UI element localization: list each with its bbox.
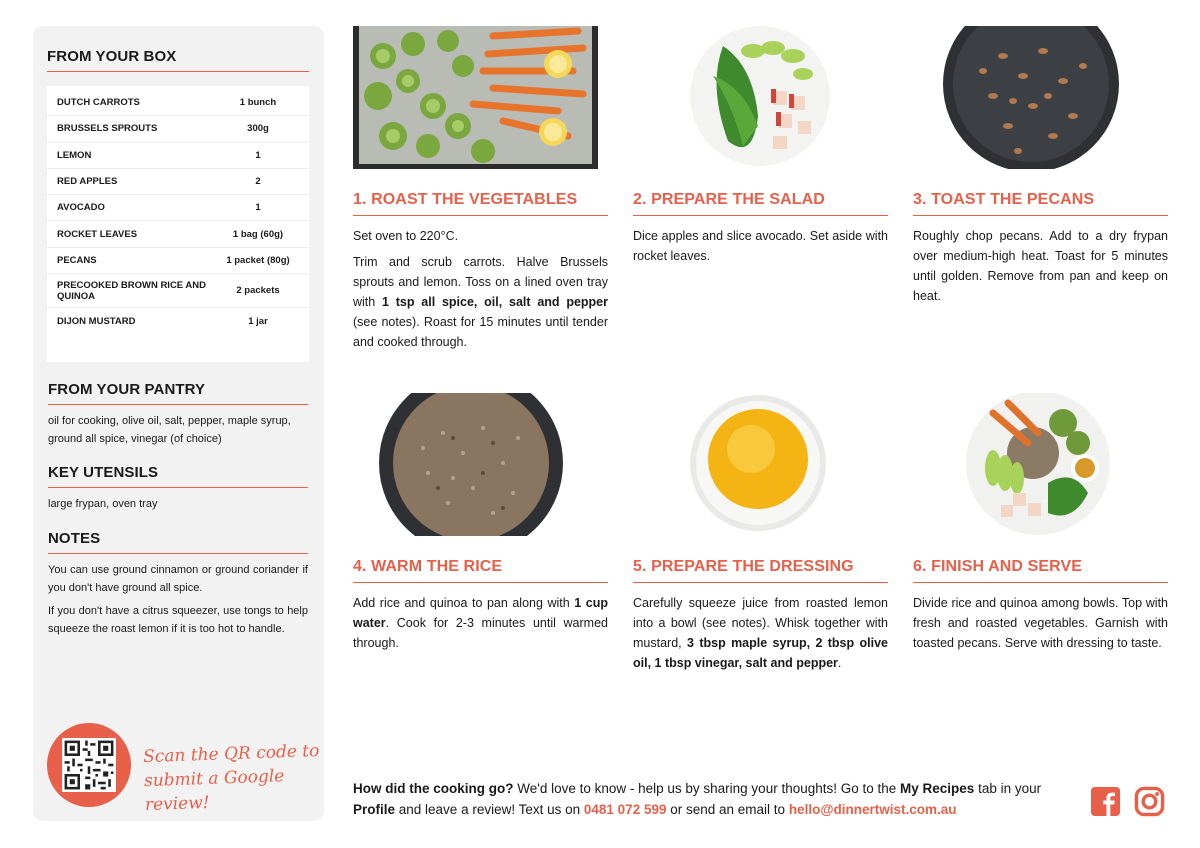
- my-recipes-link[interactable]: My Recipes: [900, 781, 975, 796]
- step-divider: [633, 215, 888, 216]
- feedback-footer: [353, 778, 1073, 820]
- note-paragraph: You can use ground cinnamon or ground coriander if you don't have ground all spice.: [48, 564, 308, 594]
- step-divider: [913, 582, 1168, 583]
- qr-caption-line: Scan the QR code to: [142, 741, 320, 768]
- utensils-title: KEY UTENSILS: [48, 464, 159, 481]
- ingredient-qty: 1 packet (80g): [226, 254, 290, 266]
- step-text-part: Add rice and quinoa to pan along with: [353, 596, 575, 610]
- roast-vegetables-photo: [353, 26, 598, 169]
- ingredient-name: PECANS: [57, 254, 97, 266]
- facebook-icon[interactable]: [1090, 786, 1121, 817]
- ingredient-name: AVOCADO: [57, 202, 105, 214]
- ingredient-qty: 1 bunch: [239, 97, 277, 109]
- instagram-icon[interactable]: [1134, 786, 1165, 817]
- ingredient-qty: 1 jar: [248, 315, 268, 327]
- step-6: [913, 393, 1168, 653]
- step-text-part: . Cook for 2-3 minutes until warmed through.: [353, 616, 608, 650]
- step-text-bold: 1 cup water: [353, 596, 608, 630]
- warm-rice-photo: [353, 393, 598, 536]
- qr-badge[interactable]: [47, 723, 131, 807]
- step-body: [633, 226, 888, 266]
- step-text-part: (see notes). Roast for 15 minutes until tender and cooked through.: [353, 315, 608, 349]
- ingredient-row: [47, 274, 309, 308]
- step-text: [633, 593, 888, 673]
- from-your-box-section: [47, 48, 309, 362]
- dressing-photo: [633, 393, 878, 536]
- ingredient-row: [47, 248, 309, 274]
- utensils-section: [48, 464, 308, 514]
- toast-pecans-photo: [913, 26, 1158, 169]
- step-body: [913, 593, 1168, 653]
- ingredient-name: RED APPLES: [57, 176, 118, 188]
- step-text-bold: 3 tbsp maple syrup, 2 tbsp olive oil, 1 tbsp vinegar, salt and pepper: [633, 636, 888, 670]
- profile-link[interactable]: Profile: [353, 802, 396, 817]
- sidebar: [33, 26, 324, 821]
- step-divider: [353, 582, 608, 583]
- ingredient-name: PRECOOKED BROWN RICE AND QUINOA: [57, 279, 207, 302]
- salad-photo: [633, 26, 878, 169]
- step-text-bold: 1 tsp all spice, oil, salt and pepper: [382, 295, 609, 309]
- note-paragraph: If you don't have a citrus squeezer, use tongs to help squeeze the roast lemon if it is too hot to handle.: [48, 605, 308, 635]
- qr-code-icon[interactable]: [62, 738, 116, 792]
- ingredient-qty: 1: [255, 149, 261, 161]
- ingredient-row: [47, 169, 309, 195]
- step-text: Divide rice and quinoa among bowls. Top with fresh and roasted vegetables. Garnish with toasted pecans. Serve with dressing to taste.: [913, 596, 1168, 650]
- section-divider: [48, 553, 308, 554]
- step-text-part: Trim and scrub carrots. Halve Brussels sprouts and lemon. Toss on a lined oven tray with: [353, 255, 608, 309]
- step-title: 2. PREPARE THE SALAD: [633, 191, 825, 208]
- ingredient-name: DIJON MUSTARD: [57, 315, 136, 327]
- ingredient-name: ROCKET LEAVES: [57, 228, 138, 240]
- ingredient-name: LEMON: [57, 149, 92, 161]
- ingredient-name: BRUSSELS SPROUTS: [57, 123, 158, 135]
- notes-title: NOTES: [48, 530, 101, 547]
- ingredient-row: [47, 143, 309, 169]
- pantry-title: FROM YOUR PANTRY: [48, 381, 206, 398]
- ingredient-qty: 300g: [247, 123, 269, 135]
- step-text: Set oven to 220°C.: [353, 229, 459, 243]
- step-text: Roughly chop pecans. Add to a dry frypan over medium-high heat. Toast for 5 minutes until golden. Remove from pan and keep on heat.: [913, 229, 1168, 303]
- ingredient-name: DUTCH CARROTS: [57, 97, 140, 109]
- step-text: [353, 252, 608, 352]
- finish-serve-photo: [913, 393, 1158, 536]
- ingredient-table: [47, 86, 309, 362]
- step-text-part: Carefully squeeze juice from roasted lemon into a bowl (see notes). Whisk together with mustard,: [633, 596, 888, 650]
- pantry-text: oil for cooking, olive oil, salt, pepper, maple syrup, ground all spice, vinegar (of choice): [48, 415, 291, 445]
- ingredient-row: [47, 308, 309, 334]
- ingredient-qty: 2 packets: [236, 285, 280, 297]
- section-divider: [47, 71, 309, 72]
- footer-text: and leave a review! Text us on: [395, 802, 584, 817]
- from-your-box-title: FROM YOUR BOX: [47, 48, 177, 65]
- step-text: Dice apples and slice avocado. Set aside with rocket leaves.: [633, 229, 888, 263]
- section-divider: [48, 404, 308, 405]
- step-divider: [633, 582, 888, 583]
- ingredient-row: [47, 195, 309, 221]
- step-title: 1. ROAST THE VEGETABLES: [353, 191, 578, 208]
- footer-question: How did the cooking go?: [353, 781, 514, 796]
- ingredient-row: [47, 116, 309, 142]
- pantry-section: [48, 381, 308, 448]
- footer-text: or send an email to: [666, 802, 789, 817]
- step-body: [913, 226, 1168, 306]
- qr-caption: [143, 739, 325, 817]
- utensils-text: large frypan, oven tray: [48, 498, 158, 510]
- phone-link[interactable]: 0481 072 599: [583, 802, 667, 817]
- step-1: [353, 26, 608, 352]
- step-2: [633, 26, 888, 266]
- notes-section: [48, 530, 308, 638]
- ingredient-row: [47, 221, 309, 247]
- step-divider: [353, 215, 608, 216]
- footer-text: tab in your: [974, 781, 1042, 796]
- email-link[interactable]: hello@dinnertwist.com.au: [788, 802, 957, 817]
- step-4: [353, 393, 608, 653]
- step-5: [633, 393, 888, 673]
- ingredient-qty: 1: [255, 202, 261, 214]
- ingredient-qty: 2: [255, 176, 261, 188]
- ingredient-qty: 1 bag (60g): [232, 228, 284, 240]
- section-divider: [48, 487, 308, 488]
- qr-caption-line: submit a Google review!: [143, 766, 285, 816]
- step-text: [353, 593, 608, 653]
- step-divider: [913, 215, 1168, 216]
- footer-text: We'd love to know - help us by sharing your thoughts! Go to the: [513, 781, 901, 796]
- step-title: 3. TOAST THE PECANS: [913, 191, 1095, 208]
- step-3: [913, 26, 1168, 306]
- step-body: [633, 593, 888, 673]
- step-title: 6. FINISH AND SERVE: [913, 558, 1083, 575]
- step-title: 5. PREPARE THE DRESSING: [633, 558, 854, 575]
- step-body: [353, 226, 608, 352]
- step-body: [353, 593, 608, 653]
- step-text-part: .: [837, 656, 842, 670]
- step-title: 4. WARM THE RICE: [353, 558, 503, 575]
- ingredient-row: [47, 90, 309, 116]
